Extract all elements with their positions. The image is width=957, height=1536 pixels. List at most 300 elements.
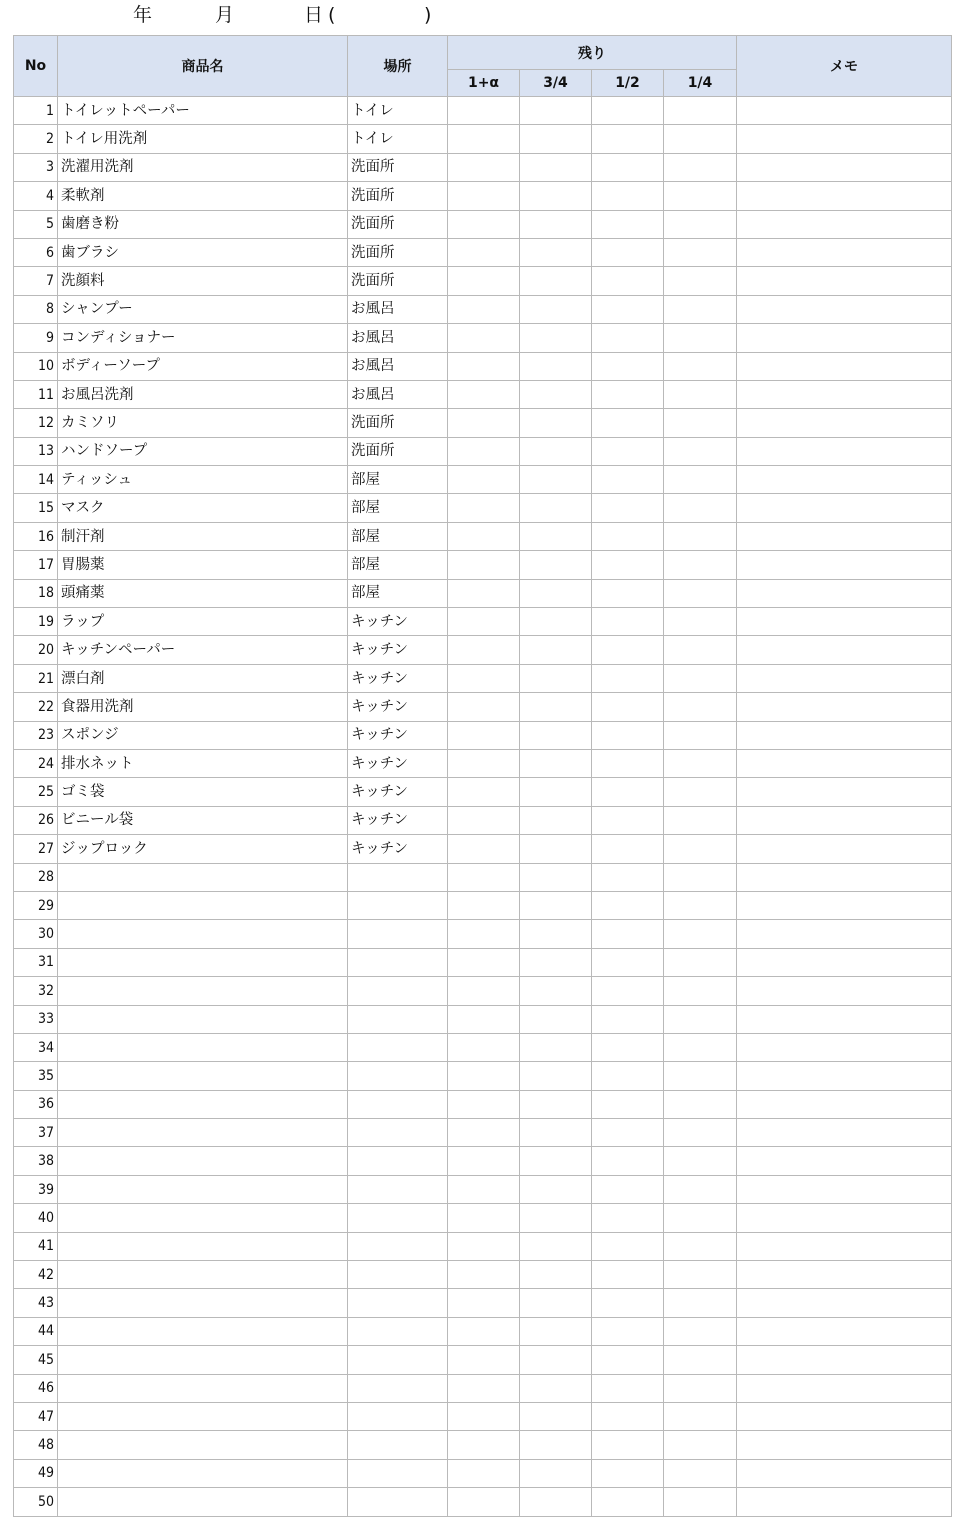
memo-cell[interactable] bbox=[737, 778, 952, 806]
remaining-half-cell[interactable] bbox=[592, 1204, 664, 1232]
remaining-quarter-cell[interactable] bbox=[664, 806, 737, 834]
remaining-full-cell[interactable] bbox=[448, 806, 520, 834]
remaining-full-cell[interactable] bbox=[448, 182, 520, 210]
remaining-half-cell[interactable] bbox=[592, 977, 664, 1005]
remaining-quarter-cell[interactable] bbox=[664, 1402, 737, 1430]
remaining-full-cell[interactable] bbox=[448, 1062, 520, 1090]
remaining-quarter-cell[interactable] bbox=[664, 749, 737, 777]
remaining-quarter-cell[interactable] bbox=[664, 1289, 737, 1317]
location-cell[interactable] bbox=[348, 1204, 448, 1232]
remaining-quarter-cell[interactable] bbox=[664, 153, 737, 181]
remaining-three-quarters-cell[interactable] bbox=[520, 1147, 592, 1175]
product-name-cell[interactable]: 洗顔料 bbox=[58, 267, 348, 295]
remaining-quarter-cell[interactable] bbox=[664, 295, 737, 323]
remaining-quarter-cell[interactable] bbox=[664, 324, 737, 352]
remaining-quarter-cell[interactable] bbox=[664, 1346, 737, 1374]
remaining-half-cell[interactable] bbox=[592, 295, 664, 323]
product-name-cell[interactable]: 柔軟剤 bbox=[58, 182, 348, 210]
remaining-half-cell[interactable] bbox=[592, 806, 664, 834]
product-name-cell[interactable]: コンディショナー bbox=[58, 324, 348, 352]
remaining-quarter-cell[interactable] bbox=[664, 1147, 737, 1175]
remaining-half-cell[interactable] bbox=[592, 1005, 664, 1033]
memo-cell[interactable] bbox=[737, 1147, 952, 1175]
memo-cell[interactable] bbox=[737, 806, 952, 834]
remaining-three-quarters-cell[interactable] bbox=[520, 749, 592, 777]
product-name-cell[interactable] bbox=[58, 948, 348, 976]
remaining-half-cell[interactable] bbox=[592, 551, 664, 579]
remaining-quarter-cell[interactable] bbox=[664, 948, 737, 976]
remaining-three-quarters-cell[interactable] bbox=[520, 522, 592, 550]
remaining-half-cell[interactable] bbox=[592, 1175, 664, 1203]
memo-cell[interactable] bbox=[737, 551, 952, 579]
memo-cell[interactable] bbox=[737, 1033, 952, 1061]
remaining-three-quarters-cell[interactable] bbox=[520, 437, 592, 465]
remaining-full-cell[interactable] bbox=[448, 1346, 520, 1374]
remaining-quarter-cell[interactable] bbox=[664, 1175, 737, 1203]
remaining-half-cell[interactable] bbox=[592, 1119, 664, 1147]
location-cell[interactable] bbox=[348, 891, 448, 919]
location-cell[interactable]: キッチン bbox=[348, 693, 448, 721]
product-name-cell[interactable]: 胃腸薬 bbox=[58, 551, 348, 579]
remaining-three-quarters-cell[interactable] bbox=[520, 125, 592, 153]
product-name-cell[interactable]: カミソリ bbox=[58, 409, 348, 437]
remaining-full-cell[interactable] bbox=[448, 1289, 520, 1317]
remaining-full-cell[interactable] bbox=[448, 778, 520, 806]
remaining-half-cell[interactable] bbox=[592, 948, 664, 976]
location-cell[interactable] bbox=[348, 1005, 448, 1033]
memo-cell[interactable] bbox=[737, 1090, 952, 1118]
remaining-half-cell[interactable] bbox=[592, 1317, 664, 1345]
location-cell[interactable]: キッチン bbox=[348, 664, 448, 692]
memo-cell[interactable] bbox=[737, 579, 952, 607]
remaining-half-cell[interactable] bbox=[592, 579, 664, 607]
remaining-full-cell[interactable] bbox=[448, 1232, 520, 1260]
location-cell[interactable]: キッチン bbox=[348, 806, 448, 834]
remaining-full-cell[interactable] bbox=[448, 295, 520, 323]
product-name-cell[interactable]: トイレットペーパー bbox=[58, 97, 348, 125]
memo-cell[interactable] bbox=[737, 380, 952, 408]
remaining-full-cell[interactable] bbox=[448, 380, 520, 408]
product-name-cell[interactable] bbox=[58, 1346, 348, 1374]
remaining-quarter-cell[interactable] bbox=[664, 664, 737, 692]
remaining-full-cell[interactable] bbox=[448, 749, 520, 777]
remaining-half-cell[interactable] bbox=[592, 494, 664, 522]
location-cell[interactable]: 洗面所 bbox=[348, 409, 448, 437]
product-name-cell[interactable]: ジップロック bbox=[58, 835, 348, 863]
product-name-cell[interactable] bbox=[58, 1488, 348, 1516]
location-cell[interactable] bbox=[348, 1317, 448, 1345]
remaining-full-cell[interactable] bbox=[448, 693, 520, 721]
remaining-quarter-cell[interactable] bbox=[664, 1119, 737, 1147]
location-cell[interactable]: 洗面所 bbox=[348, 238, 448, 266]
remaining-full-cell[interactable] bbox=[448, 1090, 520, 1118]
remaining-half-cell[interactable] bbox=[592, 1431, 664, 1459]
product-name-cell[interactable] bbox=[58, 1261, 348, 1289]
remaining-full-cell[interactable] bbox=[448, 409, 520, 437]
memo-cell[interactable] bbox=[737, 97, 952, 125]
remaining-full-cell[interactable] bbox=[448, 608, 520, 636]
remaining-three-quarters-cell[interactable] bbox=[520, 693, 592, 721]
remaining-three-quarters-cell[interactable] bbox=[520, 267, 592, 295]
memo-cell[interactable] bbox=[737, 494, 952, 522]
remaining-three-quarters-cell[interactable] bbox=[520, 494, 592, 522]
product-name-cell[interactable]: スポンジ bbox=[58, 721, 348, 749]
remaining-quarter-cell[interactable] bbox=[664, 1062, 737, 1090]
remaining-full-cell[interactable] bbox=[448, 210, 520, 238]
remaining-full-cell[interactable] bbox=[448, 1374, 520, 1402]
memo-cell[interactable] bbox=[737, 153, 952, 181]
location-cell[interactable]: 洗面所 bbox=[348, 267, 448, 295]
remaining-three-quarters-cell[interactable] bbox=[520, 1488, 592, 1516]
product-name-cell[interactable]: ビニール袋 bbox=[58, 806, 348, 834]
product-name-cell[interactable] bbox=[58, 1317, 348, 1345]
product-name-cell[interactable] bbox=[58, 920, 348, 948]
remaining-full-cell[interactable] bbox=[448, 267, 520, 295]
memo-cell[interactable] bbox=[737, 210, 952, 238]
remaining-quarter-cell[interactable] bbox=[664, 182, 737, 210]
remaining-half-cell[interactable] bbox=[592, 1062, 664, 1090]
product-name-cell[interactable] bbox=[58, 1289, 348, 1317]
product-name-cell[interactable]: ティッシュ bbox=[58, 466, 348, 494]
remaining-full-cell[interactable] bbox=[448, 1402, 520, 1430]
memo-cell[interactable] bbox=[737, 1374, 952, 1402]
location-cell[interactable] bbox=[348, 1062, 448, 1090]
remaining-three-quarters-cell[interactable] bbox=[520, 466, 592, 494]
remaining-three-quarters-cell[interactable] bbox=[520, 1459, 592, 1487]
remaining-half-cell[interactable] bbox=[592, 522, 664, 550]
location-cell[interactable] bbox=[348, 1459, 448, 1487]
location-cell[interactable] bbox=[348, 1431, 448, 1459]
remaining-three-quarters-cell[interactable] bbox=[520, 153, 592, 181]
remaining-half-cell[interactable] bbox=[592, 466, 664, 494]
remaining-half-cell[interactable] bbox=[592, 1488, 664, 1516]
remaining-quarter-cell[interactable] bbox=[664, 1459, 737, 1487]
remaining-quarter-cell[interactable] bbox=[664, 863, 737, 891]
remaining-full-cell[interactable] bbox=[448, 1317, 520, 1345]
remaining-three-quarters-cell[interactable] bbox=[520, 1090, 592, 1118]
product-name-cell[interactable] bbox=[58, 1431, 348, 1459]
remaining-quarter-cell[interactable] bbox=[664, 125, 737, 153]
remaining-quarter-cell[interactable] bbox=[664, 920, 737, 948]
location-cell[interactable]: お風呂 bbox=[348, 324, 448, 352]
remaining-three-quarters-cell[interactable] bbox=[520, 920, 592, 948]
location-cell[interactable]: キッチン bbox=[348, 778, 448, 806]
remaining-three-quarters-cell[interactable] bbox=[520, 636, 592, 664]
location-cell[interactable]: 洗面所 bbox=[348, 182, 448, 210]
memo-cell[interactable] bbox=[737, 721, 952, 749]
remaining-quarter-cell[interactable] bbox=[664, 835, 737, 863]
remaining-full-cell[interactable] bbox=[448, 891, 520, 919]
remaining-full-cell[interactable] bbox=[448, 664, 520, 692]
remaining-three-quarters-cell[interactable] bbox=[520, 1062, 592, 1090]
remaining-three-quarters-cell[interactable] bbox=[520, 977, 592, 1005]
location-cell[interactable] bbox=[348, 1175, 448, 1203]
memo-cell[interactable] bbox=[737, 238, 952, 266]
product-name-cell[interactable]: マスク bbox=[58, 494, 348, 522]
location-cell[interactable] bbox=[348, 1346, 448, 1374]
remaining-half-cell[interactable] bbox=[592, 835, 664, 863]
remaining-three-quarters-cell[interactable] bbox=[520, 1289, 592, 1317]
memo-cell[interactable] bbox=[737, 977, 952, 1005]
remaining-quarter-cell[interactable] bbox=[664, 1033, 737, 1061]
remaining-three-quarters-cell[interactable] bbox=[520, 778, 592, 806]
location-cell[interactable]: キッチン bbox=[348, 749, 448, 777]
remaining-half-cell[interactable] bbox=[592, 1033, 664, 1061]
product-name-cell[interactable]: 制汗剤 bbox=[58, 522, 348, 550]
product-name-cell[interactable]: 排水ネット bbox=[58, 749, 348, 777]
remaining-quarter-cell[interactable] bbox=[664, 466, 737, 494]
remaining-quarter-cell[interactable] bbox=[664, 409, 737, 437]
product-name-cell[interactable] bbox=[58, 891, 348, 919]
memo-cell[interactable] bbox=[737, 920, 952, 948]
product-name-cell[interactable] bbox=[58, 1459, 348, 1487]
remaining-quarter-cell[interactable] bbox=[664, 579, 737, 607]
remaining-quarter-cell[interactable] bbox=[664, 551, 737, 579]
remaining-three-quarters-cell[interactable] bbox=[520, 1317, 592, 1345]
product-name-cell[interactable] bbox=[58, 1033, 348, 1061]
remaining-half-cell[interactable] bbox=[592, 380, 664, 408]
remaining-full-cell[interactable] bbox=[448, 721, 520, 749]
remaining-quarter-cell[interactable] bbox=[664, 437, 737, 465]
remaining-half-cell[interactable] bbox=[592, 324, 664, 352]
remaining-half-cell[interactable] bbox=[592, 267, 664, 295]
product-name-cell[interactable] bbox=[58, 1119, 348, 1147]
remaining-full-cell[interactable] bbox=[448, 920, 520, 948]
memo-cell[interactable] bbox=[737, 1346, 952, 1374]
location-cell[interactable] bbox=[348, 1232, 448, 1260]
remaining-quarter-cell[interactable] bbox=[664, 1261, 737, 1289]
remaining-full-cell[interactable] bbox=[448, 437, 520, 465]
remaining-full-cell[interactable] bbox=[448, 1175, 520, 1203]
remaining-quarter-cell[interactable] bbox=[664, 1232, 737, 1260]
memo-cell[interactable] bbox=[737, 636, 952, 664]
remaining-full-cell[interactable] bbox=[448, 522, 520, 550]
remaining-quarter-cell[interactable] bbox=[664, 522, 737, 550]
remaining-quarter-cell[interactable] bbox=[664, 210, 737, 238]
location-cell[interactable]: キッチン bbox=[348, 608, 448, 636]
remaining-half-cell[interactable] bbox=[592, 608, 664, 636]
product-name-cell[interactable] bbox=[58, 1232, 348, 1260]
remaining-three-quarters-cell[interactable] bbox=[520, 97, 592, 125]
location-cell[interactable] bbox=[348, 948, 448, 976]
remaining-three-quarters-cell[interactable] bbox=[520, 806, 592, 834]
product-name-cell[interactable]: シャンプー bbox=[58, 295, 348, 323]
remaining-three-quarters-cell[interactable] bbox=[520, 1005, 592, 1033]
location-cell[interactable] bbox=[348, 863, 448, 891]
remaining-half-cell[interactable] bbox=[592, 210, 664, 238]
memo-cell[interactable] bbox=[737, 1488, 952, 1516]
product-name-cell[interactable] bbox=[58, 1005, 348, 1033]
remaining-quarter-cell[interactable] bbox=[664, 721, 737, 749]
remaining-half-cell[interactable] bbox=[592, 1402, 664, 1430]
remaining-half-cell[interactable] bbox=[592, 409, 664, 437]
remaining-half-cell[interactable] bbox=[592, 182, 664, 210]
location-cell[interactable]: お風呂 bbox=[348, 295, 448, 323]
remaining-quarter-cell[interactable] bbox=[664, 494, 737, 522]
remaining-quarter-cell[interactable] bbox=[664, 97, 737, 125]
location-cell[interactable] bbox=[348, 1119, 448, 1147]
memo-cell[interactable] bbox=[737, 863, 952, 891]
remaining-full-cell[interactable] bbox=[448, 324, 520, 352]
remaining-quarter-cell[interactable] bbox=[664, 1374, 737, 1402]
location-cell[interactable] bbox=[348, 1488, 448, 1516]
remaining-half-cell[interactable] bbox=[592, 721, 664, 749]
memo-cell[interactable] bbox=[737, 522, 952, 550]
memo-cell[interactable] bbox=[737, 267, 952, 295]
memo-cell[interactable] bbox=[737, 948, 952, 976]
remaining-three-quarters-cell[interactable] bbox=[520, 238, 592, 266]
memo-cell[interactable] bbox=[737, 891, 952, 919]
remaining-full-cell[interactable] bbox=[448, 238, 520, 266]
memo-cell[interactable] bbox=[737, 693, 952, 721]
memo-cell[interactable] bbox=[737, 1261, 952, 1289]
remaining-quarter-cell[interactable] bbox=[664, 1204, 737, 1232]
remaining-half-cell[interactable] bbox=[592, 693, 664, 721]
remaining-full-cell[interactable] bbox=[448, 466, 520, 494]
memo-cell[interactable] bbox=[737, 835, 952, 863]
remaining-quarter-cell[interactable] bbox=[664, 1488, 737, 1516]
remaining-half-cell[interactable] bbox=[592, 1090, 664, 1118]
remaining-full-cell[interactable] bbox=[448, 1488, 520, 1516]
remaining-three-quarters-cell[interactable] bbox=[520, 1175, 592, 1203]
remaining-half-cell[interactable] bbox=[592, 1374, 664, 1402]
product-name-cell[interactable]: ハンドソープ bbox=[58, 437, 348, 465]
remaining-three-quarters-cell[interactable] bbox=[520, 1119, 592, 1147]
product-name-cell[interactable] bbox=[58, 863, 348, 891]
remaining-full-cell[interactable] bbox=[448, 125, 520, 153]
location-cell[interactable] bbox=[348, 1402, 448, 1430]
remaining-three-quarters-cell[interactable] bbox=[520, 1204, 592, 1232]
remaining-half-cell[interactable] bbox=[592, 153, 664, 181]
remaining-full-cell[interactable] bbox=[448, 1431, 520, 1459]
remaining-half-cell[interactable] bbox=[592, 664, 664, 692]
location-cell[interactable] bbox=[348, 1033, 448, 1061]
location-cell[interactable]: キッチン bbox=[348, 721, 448, 749]
memo-cell[interactable] bbox=[737, 1289, 952, 1317]
product-name-cell[interactable] bbox=[58, 1147, 348, 1175]
remaining-full-cell[interactable] bbox=[448, 352, 520, 380]
remaining-half-cell[interactable] bbox=[592, 1459, 664, 1487]
product-name-cell[interactable]: 漂白剤 bbox=[58, 664, 348, 692]
remaining-full-cell[interactable] bbox=[448, 1204, 520, 1232]
memo-cell[interactable] bbox=[737, 324, 952, 352]
remaining-half-cell[interactable] bbox=[592, 1346, 664, 1374]
remaining-full-cell[interactable] bbox=[448, 153, 520, 181]
remaining-half-cell[interactable] bbox=[592, 1232, 664, 1260]
location-cell[interactable]: 部屋 bbox=[348, 579, 448, 607]
memo-cell[interactable] bbox=[737, 1459, 952, 1487]
remaining-quarter-cell[interactable] bbox=[664, 1005, 737, 1033]
memo-cell[interactable] bbox=[737, 182, 952, 210]
location-cell[interactable] bbox=[348, 1374, 448, 1402]
remaining-half-cell[interactable] bbox=[592, 352, 664, 380]
product-name-cell[interactable] bbox=[58, 1402, 348, 1430]
remaining-full-cell[interactable] bbox=[448, 1033, 520, 1061]
remaining-three-quarters-cell[interactable] bbox=[520, 721, 592, 749]
remaining-three-quarters-cell[interactable] bbox=[520, 664, 592, 692]
product-name-cell[interactable]: 頭痛薬 bbox=[58, 579, 348, 607]
product-name-cell[interactable] bbox=[58, 977, 348, 1005]
remaining-half-cell[interactable] bbox=[592, 1147, 664, 1175]
remaining-full-cell[interactable] bbox=[448, 1005, 520, 1033]
remaining-three-quarters-cell[interactable] bbox=[520, 579, 592, 607]
memo-cell[interactable] bbox=[737, 664, 952, 692]
location-cell[interactable] bbox=[348, 920, 448, 948]
remaining-quarter-cell[interactable] bbox=[664, 693, 737, 721]
location-cell[interactable]: 洗面所 bbox=[348, 153, 448, 181]
memo-cell[interactable] bbox=[737, 1402, 952, 1430]
remaining-three-quarters-cell[interactable] bbox=[520, 1232, 592, 1260]
location-cell[interactable]: トイレ bbox=[348, 125, 448, 153]
product-name-cell[interactable] bbox=[58, 1374, 348, 1402]
remaining-full-cell[interactable] bbox=[448, 551, 520, 579]
remaining-three-quarters-cell[interactable] bbox=[520, 835, 592, 863]
location-cell[interactable]: 部屋 bbox=[348, 494, 448, 522]
location-cell[interactable]: 部屋 bbox=[348, 551, 448, 579]
location-cell[interactable] bbox=[348, 1289, 448, 1317]
remaining-three-quarters-cell[interactable] bbox=[520, 352, 592, 380]
remaining-half-cell[interactable] bbox=[592, 97, 664, 125]
remaining-three-quarters-cell[interactable] bbox=[520, 1431, 592, 1459]
remaining-three-quarters-cell[interactable] bbox=[520, 182, 592, 210]
location-cell[interactable] bbox=[348, 1261, 448, 1289]
memo-cell[interactable] bbox=[737, 437, 952, 465]
memo-cell[interactable] bbox=[737, 1175, 952, 1203]
memo-cell[interactable] bbox=[737, 1232, 952, 1260]
remaining-three-quarters-cell[interactable] bbox=[520, 409, 592, 437]
location-cell[interactable]: お風呂 bbox=[348, 380, 448, 408]
remaining-half-cell[interactable] bbox=[592, 749, 664, 777]
memo-cell[interactable] bbox=[737, 1431, 952, 1459]
remaining-full-cell[interactable] bbox=[448, 1261, 520, 1289]
remaining-three-quarters-cell[interactable] bbox=[520, 1261, 592, 1289]
location-cell[interactable]: キッチン bbox=[348, 636, 448, 664]
remaining-three-quarters-cell[interactable] bbox=[520, 608, 592, 636]
remaining-quarter-cell[interactable] bbox=[664, 1431, 737, 1459]
product-name-cell[interactable]: 食器用洗剤 bbox=[58, 693, 348, 721]
remaining-full-cell[interactable] bbox=[448, 863, 520, 891]
remaining-full-cell[interactable] bbox=[448, 1459, 520, 1487]
location-cell[interactable] bbox=[348, 1147, 448, 1175]
location-cell[interactable]: トイレ bbox=[348, 97, 448, 125]
remaining-full-cell[interactable] bbox=[448, 636, 520, 664]
memo-cell[interactable] bbox=[737, 749, 952, 777]
remaining-quarter-cell[interactable] bbox=[664, 778, 737, 806]
product-name-cell[interactable]: ゴミ袋 bbox=[58, 778, 348, 806]
memo-cell[interactable] bbox=[737, 125, 952, 153]
memo-cell[interactable] bbox=[737, 1317, 952, 1345]
memo-cell[interactable] bbox=[737, 466, 952, 494]
remaining-three-quarters-cell[interactable] bbox=[520, 295, 592, 323]
location-cell[interactable]: キッチン bbox=[348, 835, 448, 863]
remaining-half-cell[interactable] bbox=[592, 863, 664, 891]
remaining-three-quarters-cell[interactable] bbox=[520, 210, 592, 238]
product-name-cell[interactable] bbox=[58, 1090, 348, 1118]
remaining-quarter-cell[interactable] bbox=[664, 267, 737, 295]
remaining-half-cell[interactable] bbox=[592, 1261, 664, 1289]
remaining-quarter-cell[interactable] bbox=[664, 1090, 737, 1118]
location-cell[interactable]: お風呂 bbox=[348, 352, 448, 380]
remaining-quarter-cell[interactable] bbox=[664, 352, 737, 380]
product-name-cell[interactable] bbox=[58, 1204, 348, 1232]
remaining-quarter-cell[interactable] bbox=[664, 380, 737, 408]
memo-cell[interactable] bbox=[737, 1204, 952, 1232]
remaining-three-quarters-cell[interactable] bbox=[520, 1374, 592, 1402]
remaining-half-cell[interactable] bbox=[592, 238, 664, 266]
remaining-half-cell[interactable] bbox=[592, 1289, 664, 1317]
remaining-full-cell[interactable] bbox=[448, 977, 520, 1005]
product-name-cell[interactable] bbox=[58, 1175, 348, 1203]
